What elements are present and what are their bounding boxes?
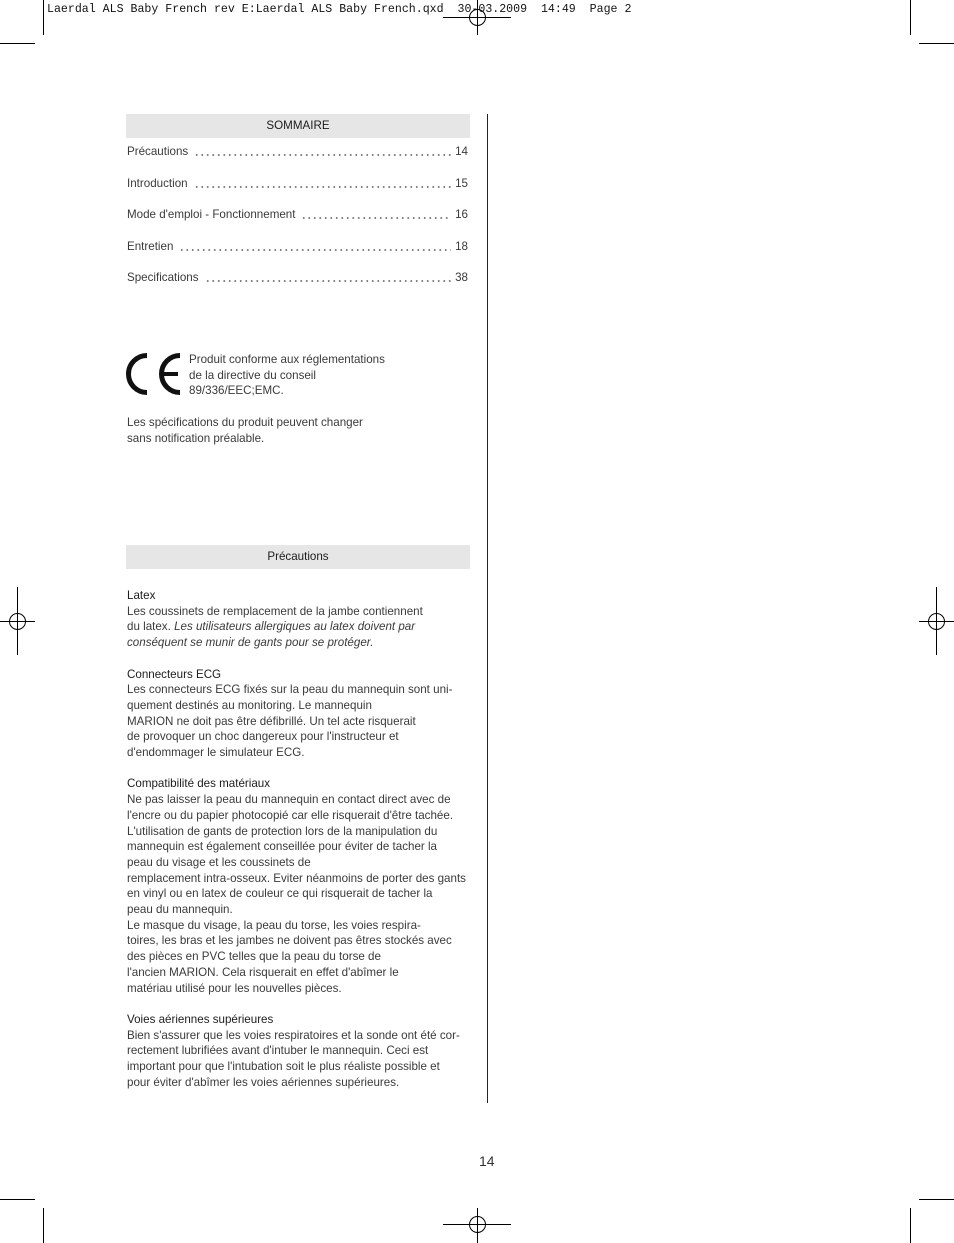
registration-circle xyxy=(929,614,945,630)
precaution-line: rectement lubrifiées avant d'intuber le mannequin. Ceci est xyxy=(127,1044,429,1058)
precaution-line: Les coussinets de remplacement de la jambe contiennent xyxy=(127,604,423,618)
precaution-line: quement destinés au monitoring. Le mannequin xyxy=(127,698,372,712)
precaution-line-text: du latex. xyxy=(127,620,175,634)
precaution-line: des pièces en PVC telles que la peau du torse de xyxy=(127,950,381,964)
registration-mark-right xyxy=(919,587,954,655)
precaution-section-heading: Voies aériennes supérieures xyxy=(127,1012,274,1026)
precaution-section-heading: Compatibilité des matériaux xyxy=(127,777,271,791)
precaution-line: peau du mannequin. xyxy=(127,903,233,917)
precaution-line: Bien s'assurer que les voies respiratoires et la sonde ont été cor- xyxy=(127,1028,460,1042)
precaution-line: peau du visage et les coussinets de xyxy=(127,855,311,869)
toc-entry-page: 14 xyxy=(455,145,468,158)
precaution-line-italic: Les utilisateurs allergiques au latex doivent par xyxy=(174,620,416,634)
precaution-line xyxy=(127,619,466,635)
precaution-line: MARION ne doit pas être défibrillé. Un tel acte risquerait xyxy=(127,714,416,728)
specifications-notice xyxy=(127,415,363,446)
notice-line: Les spécifications du produit peuvent changer xyxy=(127,416,363,429)
precaution-line: mannequin est également conseillée pour éviter de tacher la xyxy=(127,840,438,854)
precaution-line xyxy=(127,635,466,651)
precaution-section-heading: Connecteurs ECG xyxy=(127,667,222,681)
registration-mark-bottom xyxy=(443,1208,511,1243)
conformity-line: 89/336/EEC;EMC. xyxy=(189,384,284,398)
table-of-contents xyxy=(127,144,468,302)
registration-circle xyxy=(470,1217,486,1233)
conformity-line: de la directive du conseil xyxy=(189,368,316,382)
toc-entry-page: 18 xyxy=(455,239,468,253)
toc-entry xyxy=(127,270,468,286)
toc-entry xyxy=(127,144,468,160)
toc-entry xyxy=(127,176,468,192)
crop-mark-bottom-right xyxy=(911,1200,954,1243)
notice-line: sans notification préalable. xyxy=(127,431,265,445)
precaution-line: d'endommager le simulateur ECG. xyxy=(127,746,305,760)
precaution-line: pour éviter d'abîmer les voies aériennes supérieures. xyxy=(127,1075,400,1089)
toc-dot-leader xyxy=(179,239,451,255)
precaution-line: Ne pas laisser la peau du mannequin en contact direct avec de xyxy=(127,793,451,807)
precaution-line: Le masque du visage, la peau du torse, les voies respira- xyxy=(127,918,421,932)
toc-entry xyxy=(127,207,468,223)
conformity-statement xyxy=(189,352,385,399)
precaution-section xyxy=(127,1012,466,1091)
precaution-section-heading: Latex xyxy=(127,589,156,602)
toc-dot-leader xyxy=(205,270,452,286)
precaution-line: l'encre ou du papier photocopié car elle risquerait d'être tachée. xyxy=(127,808,454,822)
print-slug-header: Laerdal ALS Baby French rev E:Laerdal ALS Baby French.qxd 30-03.2009 14:49 Page 2 xyxy=(47,3,632,16)
precaution-line: toires, les bras et les jambes ne doivent pas êtres stockés avec xyxy=(127,934,452,948)
precaution-line: l'ancien MARION. Cela risquerait en effet d'abîmer le xyxy=(127,965,399,979)
precaution-section xyxy=(127,588,466,651)
toc-entry-label: Entretien xyxy=(127,239,174,253)
crop-mark-bottom-left xyxy=(0,1200,44,1243)
toc-entry-label: Mode d'emploi - Fonctionnement xyxy=(127,208,296,221)
precaution-section xyxy=(127,667,466,761)
precaution-line: Les connecteurs ECG fixés sur la peau du mannequin sont uni- xyxy=(127,683,453,697)
precaution-line: L'utilisation de gants de protection lors de la manipulation du xyxy=(127,824,438,838)
column-divider xyxy=(487,114,488,1103)
precautions-body xyxy=(127,588,466,1106)
toc-dot-leader xyxy=(194,144,451,160)
conformity-line: Produit conforme aux réglementations xyxy=(189,353,385,366)
ce-mark-icon xyxy=(123,352,185,396)
toc-entry-label: Specifications xyxy=(127,271,199,284)
page-number: 14 xyxy=(479,1153,495,1169)
precaution-line: de provoquer un choc dangereux pour l'instructeur et xyxy=(127,730,399,744)
precaution-line: matériau utilisé pour les nouvelles pièces. xyxy=(127,981,342,995)
crop-mark-top-left xyxy=(0,0,44,44)
toc-heading-bar xyxy=(126,114,470,138)
precautions-heading: Précautions xyxy=(267,550,329,563)
precaution-line: remplacement intra-osseux. Eviter néanmoins de porter des gants xyxy=(127,871,466,885)
toc-dot-leader xyxy=(301,207,451,223)
registration-circle xyxy=(10,614,26,630)
toc-entry-label: Précautions xyxy=(127,145,189,158)
precaution-line-italic: conséquent se munir de gants pour se protéger. xyxy=(127,636,374,650)
toc-entry xyxy=(127,239,468,255)
toc-entry-page: 16 xyxy=(455,208,468,221)
precaution-line: en vinyl ou en latex de couleur ce qui risquerait de tacher la xyxy=(127,887,433,901)
precaution-line: important pour que l'intubation soit le plus réaliste possible et xyxy=(127,1060,440,1074)
precautions-heading-bar xyxy=(126,545,470,569)
toc-entry-label: Introduction xyxy=(127,176,188,190)
toc-dot-leader xyxy=(194,176,452,192)
toc-heading: SOMMAIRE xyxy=(266,119,330,132)
toc-entry-page: 38 xyxy=(455,271,468,284)
registration-mark-left xyxy=(0,587,35,655)
ce-mark-c xyxy=(129,356,148,393)
crop-mark-top-right xyxy=(911,0,954,44)
precaution-section xyxy=(127,776,466,996)
toc-entry-page: 15 xyxy=(455,176,468,190)
